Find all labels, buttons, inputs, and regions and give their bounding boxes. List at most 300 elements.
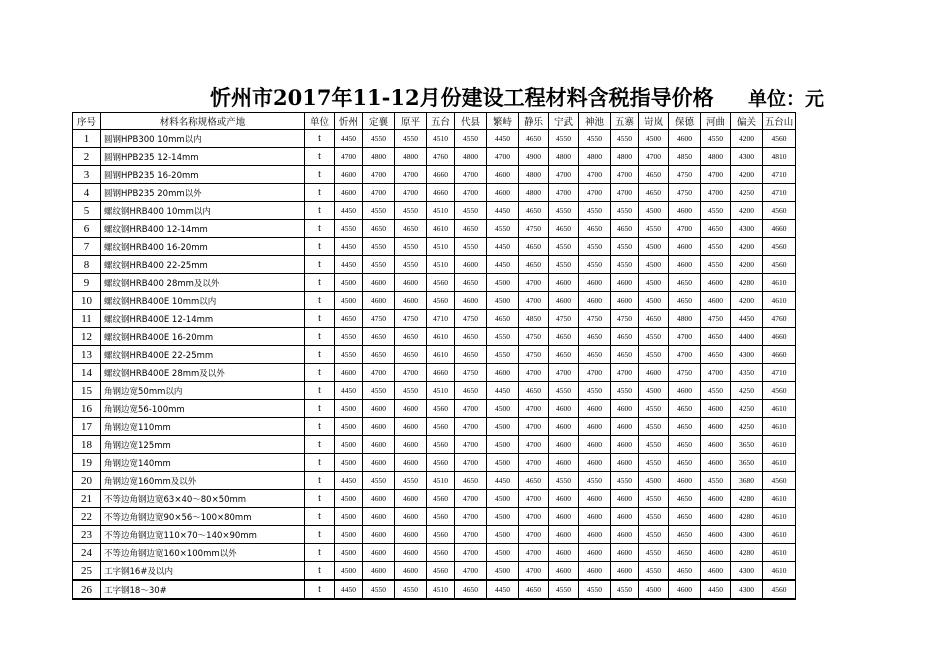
price-cell: 4650: [701, 346, 731, 364]
price-cell: 4600: [363, 400, 395, 418]
price-cell: 4650: [363, 328, 395, 346]
column-header: 单位: [305, 113, 335, 130]
price-cell: 4650: [519, 382, 549, 400]
price-cell: 4600: [701, 490, 731, 508]
price-cell: 4700: [455, 490, 487, 508]
material-name: 角钢边宽56-100mm: [101, 400, 305, 418]
row-number: 1: [73, 130, 101, 148]
material-name: 螺纹钢HRB400 22-25mm: [101, 256, 305, 274]
price-cell: 4560: [427, 454, 455, 472]
row-number: 23: [73, 526, 101, 544]
unit-cell: t: [305, 184, 335, 202]
price-cell: 4450: [335, 382, 363, 400]
price-cell: 4710: [763, 364, 796, 382]
price-cell: 4600: [487, 184, 519, 202]
price-cell: 4600: [395, 454, 427, 472]
price-cell: 4750: [549, 310, 579, 328]
price-cell: 4550: [639, 526, 669, 544]
price-cell: 4600: [549, 418, 579, 436]
row-number: 11: [73, 310, 101, 328]
table-row: [73, 526, 796, 544]
price-cell: 4600: [395, 544, 427, 562]
price-cell: 4500: [487, 418, 519, 436]
price-cell: 4600: [549, 490, 579, 508]
unit-cell: t: [305, 544, 335, 562]
price-cell: 4800: [363, 148, 395, 166]
table-row: [73, 166, 796, 184]
price-cell: 4300: [731, 526, 763, 544]
row-number: 12: [73, 328, 101, 346]
price-cell: 4800: [669, 310, 701, 328]
column-header: 五寨: [611, 113, 639, 130]
price-cell: 4280: [731, 490, 763, 508]
price-cell: 4550: [549, 580, 579, 599]
price-cell: 4660: [763, 346, 796, 364]
price-cell: 4650: [669, 400, 701, 418]
unit-cell: t: [305, 472, 335, 490]
price-cell: 4450: [487, 472, 519, 490]
price-cell: 4500: [639, 130, 669, 148]
price-cell: 4550: [611, 238, 639, 256]
price-cell: 4450: [487, 130, 519, 148]
price-cell: 4560: [763, 130, 796, 148]
row-number: 19: [73, 454, 101, 472]
price-cell: 4500: [487, 400, 519, 418]
price-cell: 4700: [701, 166, 731, 184]
price-cell: 4500: [639, 256, 669, 274]
price-cell: 4500: [335, 562, 363, 581]
unit-cell: t: [305, 454, 335, 472]
price-cell: 4650: [363, 220, 395, 238]
price-cell: 4550: [395, 472, 427, 490]
price-cell: 4700: [611, 364, 639, 382]
price-cell: 4700: [639, 148, 669, 166]
table-row: [73, 184, 796, 202]
price-cell: 4650: [669, 292, 701, 310]
column-header: 宁武: [549, 113, 579, 130]
material-name: 螺纹钢HRB400 16-20mm: [101, 238, 305, 256]
price-cell: 4700: [611, 184, 639, 202]
price-cell: 4550: [611, 580, 639, 599]
price-cell: 4560: [763, 382, 796, 400]
price-cell: 4400: [731, 328, 763, 346]
price-cell: 4600: [579, 562, 611, 581]
row-number: 4: [73, 184, 101, 202]
row-number: 15: [73, 382, 101, 400]
price-cell: 4510: [427, 256, 455, 274]
table-body: [73, 130, 796, 600]
price-cell: 4700: [395, 166, 427, 184]
price-cell: 4700: [363, 184, 395, 202]
price-cell: 4600: [395, 400, 427, 418]
price-cell: 4600: [549, 274, 579, 292]
price-cell: 4600: [363, 436, 395, 454]
price-cell: 4600: [611, 562, 639, 581]
unit-cell: t: [305, 400, 335, 418]
row-number: 7: [73, 238, 101, 256]
price-cell: 4700: [519, 364, 549, 382]
unit-cell: t: [305, 508, 335, 526]
price-cell: 4700: [455, 562, 487, 581]
price-cell: 4650: [395, 328, 427, 346]
price-cell: 4550: [611, 472, 639, 490]
material-name: 角钢边宽160mm及以外: [101, 472, 305, 490]
price-cell: 4560: [427, 562, 455, 581]
unit-cell: t: [305, 364, 335, 382]
price-cell: 4560: [763, 238, 796, 256]
price-cell: 4700: [455, 454, 487, 472]
price-cell: 4700: [701, 364, 731, 382]
material-name: 不等边角钢边宽110×70～140×90mm: [101, 526, 305, 544]
table-row: [73, 562, 796, 581]
table-row: [73, 580, 796, 599]
price-cell: 4280: [731, 508, 763, 526]
price-cell: 4560: [427, 508, 455, 526]
price-cell: 4600: [701, 562, 731, 581]
price-cell: 4650: [455, 220, 487, 238]
price-cell: 4650: [669, 454, 701, 472]
price-cell: 4500: [335, 400, 363, 418]
price-cell: 4550: [335, 328, 363, 346]
price-cell: 4700: [701, 184, 731, 202]
price-cell: 4600: [611, 436, 639, 454]
price-cell: 4600: [455, 256, 487, 274]
price-cell: 4700: [363, 166, 395, 184]
price-cell: 4750: [669, 166, 701, 184]
price-cell: 4700: [519, 292, 549, 310]
price-cell: 4550: [549, 382, 579, 400]
price-cell: 4660: [427, 364, 455, 382]
price-cell: 4600: [669, 202, 701, 220]
price-cell: 4650: [611, 346, 639, 364]
price-cell: 4700: [455, 184, 487, 202]
price-cell: 4650: [549, 346, 579, 364]
price-cell: 4550: [701, 472, 731, 490]
price-cell: 4600: [701, 454, 731, 472]
price-cell: 4550: [395, 382, 427, 400]
price-cell: 4700: [519, 490, 549, 508]
price-cell: 4550: [701, 130, 731, 148]
column-header: 序号: [73, 113, 101, 130]
unit-cell: t: [305, 490, 335, 508]
price-cell: 4610: [763, 454, 796, 472]
table-row: [73, 508, 796, 526]
price-cell: 4850: [669, 148, 701, 166]
price-cell: 4450: [335, 256, 363, 274]
price-cell: 4700: [549, 184, 579, 202]
price-cell: 4550: [701, 202, 731, 220]
unit-cell: t: [305, 238, 335, 256]
price-cell: 4710: [763, 184, 796, 202]
price-table: [72, 112, 796, 600]
price-cell: 4650: [455, 580, 487, 599]
price-cell: 4700: [335, 148, 363, 166]
table-row: [73, 238, 796, 256]
price-cell: 4700: [519, 562, 549, 581]
price-cell: 4700: [579, 184, 611, 202]
price-cell: 4600: [395, 508, 427, 526]
row-number: 25: [73, 562, 101, 581]
table-row: [73, 220, 796, 238]
table-row: [73, 256, 796, 274]
price-cell: 4750: [455, 310, 487, 328]
unit-cell: t: [305, 346, 335, 364]
table-row: [73, 328, 796, 346]
price-cell: 4600: [395, 490, 427, 508]
row-number: 17: [73, 418, 101, 436]
price-cell: 4650: [579, 346, 611, 364]
price-cell: 4700: [395, 184, 427, 202]
price-cell: 4560: [427, 544, 455, 562]
price-cell: 4700: [579, 364, 611, 382]
row-number: 26: [73, 580, 101, 599]
table-row: [73, 202, 796, 220]
price-cell: 4550: [549, 472, 579, 490]
price-cell: 4650: [701, 328, 731, 346]
price-cell: 4510: [427, 472, 455, 490]
unit-cell: t: [305, 382, 335, 400]
price-cell: 4560: [763, 202, 796, 220]
column-header: 定襄: [363, 113, 395, 130]
price-cell: 4450: [731, 310, 763, 328]
unit-cell: t: [305, 130, 335, 148]
table-row: [73, 130, 796, 148]
price-cell: 4560: [427, 274, 455, 292]
price-cell: 4700: [519, 400, 549, 418]
price-cell: 4600: [363, 418, 395, 436]
unit-cell: t: [305, 580, 335, 599]
price-cell: 4510: [427, 238, 455, 256]
unit-cell: t: [305, 526, 335, 544]
unit-cell: t: [305, 256, 335, 274]
price-cell: 4200: [731, 166, 763, 184]
price-cell: 4200: [731, 292, 763, 310]
unit-cell: t: [305, 310, 335, 328]
column-header: 繁峙: [487, 113, 519, 130]
price-cell: 4600: [549, 562, 579, 581]
price-cell: 3680: [731, 472, 763, 490]
price-cell: 4700: [519, 508, 549, 526]
price-cell: 4700: [519, 544, 549, 562]
table-row: [73, 544, 796, 562]
price-cell: 4650: [669, 544, 701, 562]
price-cell: 4550: [639, 508, 669, 526]
price-cell: 4550: [611, 382, 639, 400]
price-cell: 4500: [639, 580, 669, 599]
price-cell: 4550: [639, 328, 669, 346]
price-cell: 4600: [611, 454, 639, 472]
price-cell: 4550: [455, 238, 487, 256]
price-cell: 4700: [455, 544, 487, 562]
price-cell: 4750: [701, 310, 731, 328]
price-cell: 4900: [519, 148, 549, 166]
price-cell: 4510: [427, 382, 455, 400]
price-cell: 4550: [549, 130, 579, 148]
price-cell: 4600: [611, 490, 639, 508]
price-cell: 4650: [455, 382, 487, 400]
column-header: 静乐: [519, 113, 549, 130]
price-cell: 4600: [669, 256, 701, 274]
price-cell: 4650: [519, 202, 549, 220]
price-cell: 4500: [335, 418, 363, 436]
price-cell: 4700: [519, 436, 549, 454]
price-cell: 4600: [579, 490, 611, 508]
price-cell: 4500: [487, 274, 519, 292]
price-cell: 4450: [335, 580, 363, 599]
price-cell: 4500: [335, 454, 363, 472]
price-cell: 4600: [395, 526, 427, 544]
price-cell: 4550: [363, 130, 395, 148]
price-cell: 4650: [669, 490, 701, 508]
row-number: 8: [73, 256, 101, 274]
material-name: 不等边角钢边宽63×40～80×50mm: [101, 490, 305, 508]
price-cell: 4650: [669, 418, 701, 436]
price-cell: 4700: [363, 364, 395, 382]
column-header: 保德: [669, 113, 701, 130]
table-row: [73, 400, 796, 418]
unit-cell: t: [305, 166, 335, 184]
price-cell: 4600: [363, 454, 395, 472]
price-cell: 4660: [427, 184, 455, 202]
material-name: 角钢边宽110mm: [101, 418, 305, 436]
price-cell: 4550: [639, 436, 669, 454]
price-cell: 4800: [611, 148, 639, 166]
price-cell: 4610: [763, 400, 796, 418]
price-cell: 4650: [549, 220, 579, 238]
unit-cell: t: [305, 202, 335, 220]
price-cell: 4760: [427, 148, 455, 166]
price-cell: 4650: [519, 256, 549, 274]
price-cell: 4450: [335, 472, 363, 490]
price-cell: 4750: [455, 364, 487, 382]
price-cell: 4650: [455, 328, 487, 346]
price-cell: 4650: [611, 220, 639, 238]
price-cell: 4600: [701, 292, 731, 310]
price-cell: 4550: [639, 418, 669, 436]
price-cell: 4450: [701, 580, 731, 599]
price-cell: 4600: [579, 544, 611, 562]
price-cell: 4600: [363, 526, 395, 544]
price-cell: 4700: [579, 166, 611, 184]
price-cell: 4550: [395, 256, 427, 274]
price-cell: 4650: [395, 346, 427, 364]
unit-cell: t: [305, 220, 335, 238]
material-name: 角钢边宽140mm: [101, 454, 305, 472]
price-cell: 4550: [395, 580, 427, 599]
price-cell: 4650: [549, 328, 579, 346]
price-cell: 4560: [427, 436, 455, 454]
price-cell: 4700: [519, 526, 549, 544]
price-cell: 4550: [363, 202, 395, 220]
column-header: 材料名称规格或产地: [101, 113, 305, 130]
material-name: 圆钢HPB235 20mm以外: [101, 184, 305, 202]
price-cell: 4500: [335, 292, 363, 310]
price-cell: 4350: [731, 364, 763, 382]
price-cell: 4600: [611, 292, 639, 310]
price-cell: 4710: [763, 166, 796, 184]
price-cell: 4450: [487, 202, 519, 220]
price-cell: 4610: [763, 526, 796, 544]
table-row: [73, 274, 796, 292]
price-cell: 4700: [455, 436, 487, 454]
row-number: 21: [73, 490, 101, 508]
row-number: 9: [73, 274, 101, 292]
price-cell: 4650: [669, 526, 701, 544]
price-cell: 4600: [335, 184, 363, 202]
price-cell: 4610: [427, 220, 455, 238]
price-cell: 4500: [639, 202, 669, 220]
price-cell: 4610: [427, 328, 455, 346]
price-cell: 3650: [731, 436, 763, 454]
price-cell: 4600: [701, 544, 731, 562]
price-cell: 4600: [395, 292, 427, 310]
price-cell: 4600: [549, 436, 579, 454]
price-cell: 4500: [335, 544, 363, 562]
price-cell: 4750: [363, 310, 395, 328]
header-row: [73, 113, 796, 130]
material-name: 圆钢HPB235 12-14mm: [101, 148, 305, 166]
price-cell: 4550: [363, 238, 395, 256]
price-cell: 4700: [549, 166, 579, 184]
price-cell: 4650: [579, 328, 611, 346]
price-cell: 4450: [487, 580, 519, 599]
price-cell: 4550: [335, 346, 363, 364]
price-cell: 4610: [763, 418, 796, 436]
price-cell: 4200: [731, 256, 763, 274]
price-cell: 4550: [611, 130, 639, 148]
price-cell: 4550: [701, 382, 731, 400]
price-cell: 4500: [335, 274, 363, 292]
price-cell: 4500: [487, 544, 519, 562]
price-cell: 4700: [669, 328, 701, 346]
price-cell: 4610: [427, 346, 455, 364]
price-cell: 4600: [701, 418, 731, 436]
material-name: 螺纹钢HRB400E 22-25mm: [101, 346, 305, 364]
column-header: 五台: [427, 113, 455, 130]
unit-cell: t: [305, 328, 335, 346]
price-cell: 4550: [487, 346, 519, 364]
price-cell: 4660: [763, 328, 796, 346]
row-number: 13: [73, 346, 101, 364]
price-cell: 4510: [427, 202, 455, 220]
price-cell: 4450: [487, 238, 519, 256]
material-name: 圆钢HPB235 16-20mm: [101, 166, 305, 184]
price-cell: 4500: [639, 274, 669, 292]
price-cell: 4700: [455, 166, 487, 184]
unit-cell: t: [305, 436, 335, 454]
price-cell: 4750: [669, 364, 701, 382]
row-number: 14: [73, 364, 101, 382]
page-title: 忻州市2017年11-12月份建设工程材料含税指导价格: [210, 85, 714, 110]
price-cell: 4600: [701, 508, 731, 526]
price-cell: 4300: [731, 562, 763, 581]
material-name: 螺纹钢HRB400E 28mm及以外: [101, 364, 305, 382]
price-cell: 4750: [519, 220, 549, 238]
price-cell: 4550: [701, 238, 731, 256]
price-cell: 4300: [731, 580, 763, 599]
row-number: 24: [73, 544, 101, 562]
price-cell: 4600: [335, 364, 363, 382]
price-cell: 4600: [579, 400, 611, 418]
price-cell: 4650: [487, 310, 519, 328]
price-cell: 4600: [487, 166, 519, 184]
price-cell: 4300: [731, 346, 763, 364]
price-cell: 4550: [395, 202, 427, 220]
price-cell: 4600: [579, 508, 611, 526]
material-name: 螺纹钢HRB400 12-14mm: [101, 220, 305, 238]
material-name: 螺纹钢HRB400E 12-14mm: [101, 310, 305, 328]
table-row: [73, 472, 796, 490]
